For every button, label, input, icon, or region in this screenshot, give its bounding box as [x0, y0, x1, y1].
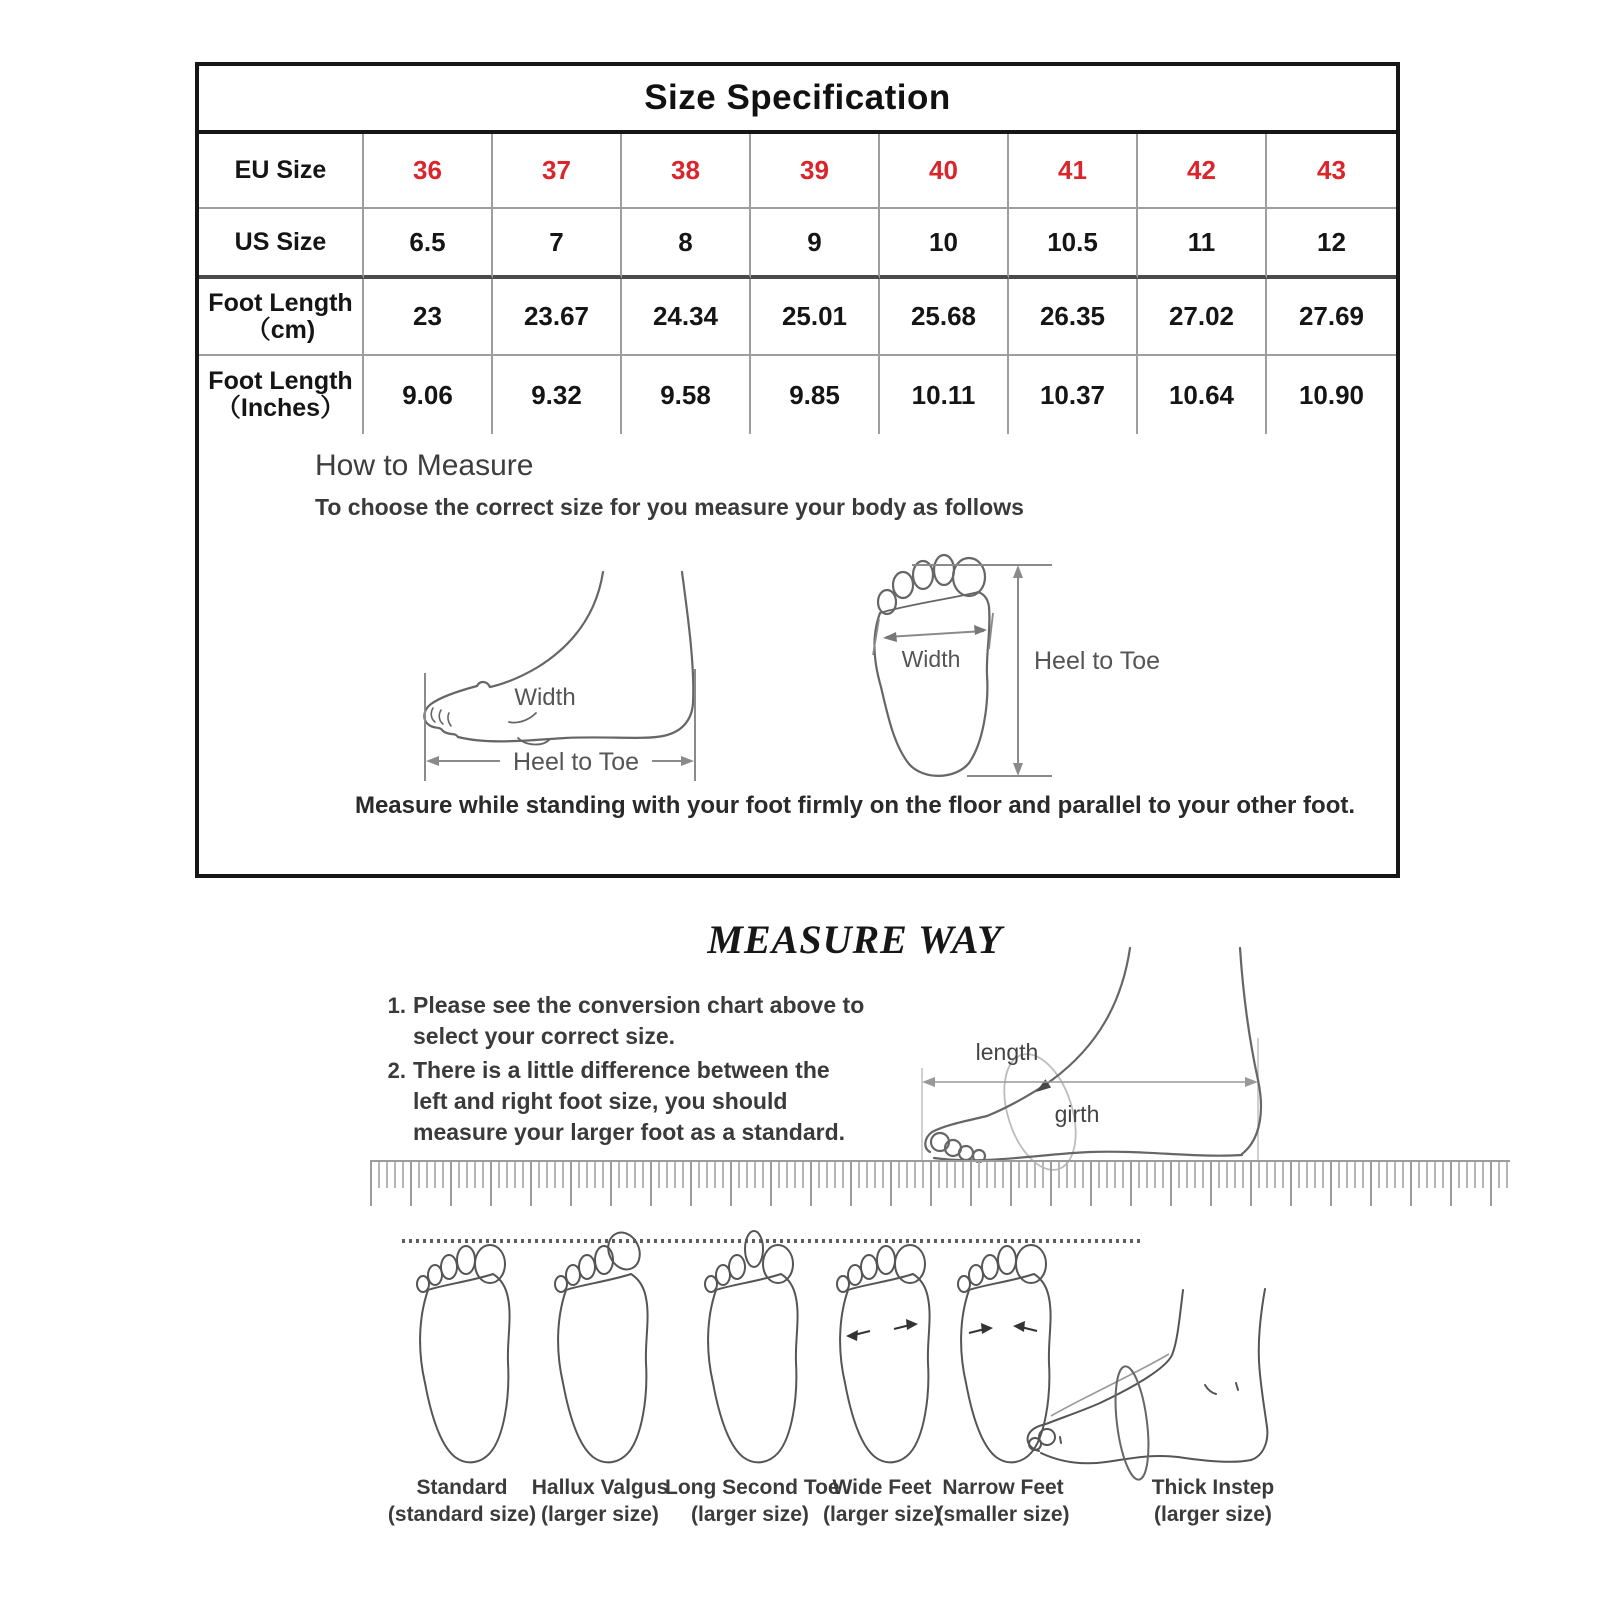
row-label-foot-length-inches: Foot Length （Inches）: [199, 356, 364, 434]
us-size-cell: 11: [1138, 209, 1267, 279]
wide-arrow-right-icon: [906, 1319, 918, 1330]
foot-types-illustration: [400, 1227, 1320, 1483]
us-size-cell: 10.5: [1009, 209, 1138, 279]
foot-length-inches-cell: 9.85: [751, 356, 880, 434]
foot-length-cm-cell: 23.67: [493, 279, 622, 356]
sole-foot-diagram: [873, 555, 1160, 776]
eu-size-cell: 37: [493, 134, 622, 209]
eu-size-cell: 40: [880, 134, 1009, 209]
eu-size-cell: 42: [1138, 134, 1267, 209]
step-number: 2.: [387, 1058, 406, 1083]
us-size-cell: 6.5: [364, 209, 493, 279]
foot-length-inches-cell: 9.58: [622, 356, 751, 434]
standard-foot-outline: [417, 1245, 510, 1462]
how-to-measure-subtitle: To choose the correct size for you measure your body as follows: [315, 494, 1024, 520]
step-item: [380, 1055, 866, 1148]
foot-length-inches-cell: 10.37: [1009, 356, 1138, 434]
foot-length-cm-cell: 27.02: [1138, 279, 1267, 356]
row-label-foot-length-cm: Foot Length （cm): [199, 279, 364, 356]
side-foot-diagram: [424, 572, 695, 781]
eu-size-cell: 41: [1009, 134, 1138, 209]
side-heel-to-toe-label: Heel to Toe: [512, 748, 640, 776]
thick-instep-foot-outline: [1028, 1289, 1268, 1481]
wide-arrow-left-icon: [846, 1330, 858, 1341]
ruler-graphic: [370, 1160, 1510, 1208]
sole-width-label: Width: [901, 646, 961, 672]
foot-length-inches-cell: 9.06: [364, 356, 493, 434]
table-grid: [199, 134, 1396, 434]
foot-length-cm-cell: 24.34: [622, 279, 751, 356]
measure-way-title: MEASURE WAY: [707, 917, 1003, 962]
arrow-up-icon: [1013, 565, 1023, 578]
measure-caption: Measure while standing with your foot firmly on the floor and parallel to your other foot.: [354, 792, 1356, 819]
foot-type-label-hallux-valgus: Hallux Valgus (larger size): [531, 1476, 669, 1526]
us-size-cell: 7: [493, 209, 622, 279]
foot-type-label-thick-instep: Thick Instep (larger size): [1151, 1476, 1275, 1526]
eu-size-cell: 39: [751, 134, 880, 209]
eu-size-cell: 36: [364, 134, 493, 209]
arrow-right-icon: [681, 756, 694, 766]
eu-size-cell: 43: [1267, 134, 1396, 209]
length-arrow-right-icon: [1245, 1077, 1258, 1087]
narrow-feet-outline: [958, 1245, 1051, 1462]
foot-type-label-narrow-feet: Narrow Feet (smaller size): [936, 1476, 1070, 1526]
girth-label: girth: [1054, 1101, 1100, 1127]
step-item: [380, 990, 866, 1052]
us-size-cell: 8: [622, 209, 751, 279]
row-label-us-size: US Size: [199, 209, 364, 279]
foot-on-ruler-illustration: [890, 940, 1310, 1168]
foot-length-cm-cell: 25.01: [751, 279, 880, 356]
hallux-valgus-foot-outline: [555, 1228, 648, 1463]
foot-type-label-wide-feet: Wide Feet (larger size): [823, 1476, 941, 1526]
foot-length-cm-cell: 23: [364, 279, 493, 356]
side-width-label: Width: [514, 684, 576, 711]
table-title: Size Specification: [199, 66, 1396, 134]
foot-length-inches-cell: 10.64: [1138, 356, 1267, 434]
arrow-left-icon: [426, 756, 439, 766]
foot-length-inches-cell: 10.90: [1298, 379, 1365, 410]
eu-size-cell: 38: [622, 134, 751, 209]
instep-girth-loop: [1110, 1365, 1154, 1482]
wide-feet-outline: [837, 1245, 930, 1462]
sole-heel-to-toe-label: Heel to Toe: [1034, 647, 1161, 675]
step-text: Please see the conversion chart above to select your correct size.: [413, 992, 865, 1049]
foot-type-label-standard: Standard (standard size): [387, 1476, 537, 1526]
us-size-cell: 10: [880, 209, 1009, 279]
step-text: There is a little difference between the left and right foot size, you should measure your larger foot as a standard.: [413, 1057, 846, 1145]
foot-length-cm-cell: 26.35: [1009, 279, 1138, 356]
foot-length-inches-cell: 10.11: [880, 356, 1009, 434]
measure-way-steps: [380, 990, 866, 1151]
us-size-cell: 12: [1267, 209, 1396, 279]
foot-length-cm-cell: 27.69: [1267, 279, 1396, 356]
how-to-measure-heading: How to Measure: [315, 449, 534, 482]
length-arrow-left-icon: [922, 1077, 935, 1087]
foot-type-label-long-second-toe: Long Second Toe (larger size): [665, 1476, 840, 1526]
foot-length-inches-cell: 9.32: [493, 356, 622, 434]
measure-diagrams: [400, 545, 1200, 790]
arrow-down-icon: [1013, 763, 1023, 776]
narrow-arrow-left-icon: [981, 1323, 993, 1334]
long-second-toe-foot-outline: [705, 1231, 798, 1462]
row-label-eu-size: EU Size: [199, 134, 364, 209]
foot-length-cm-cell: 25.68: [880, 279, 1009, 356]
step-number: 1.: [387, 993, 406, 1018]
us-size-cell: 9: [751, 209, 880, 279]
length-label: length: [975, 1039, 1039, 1065]
narrow-arrow-right-icon: [1013, 1321, 1025, 1332]
